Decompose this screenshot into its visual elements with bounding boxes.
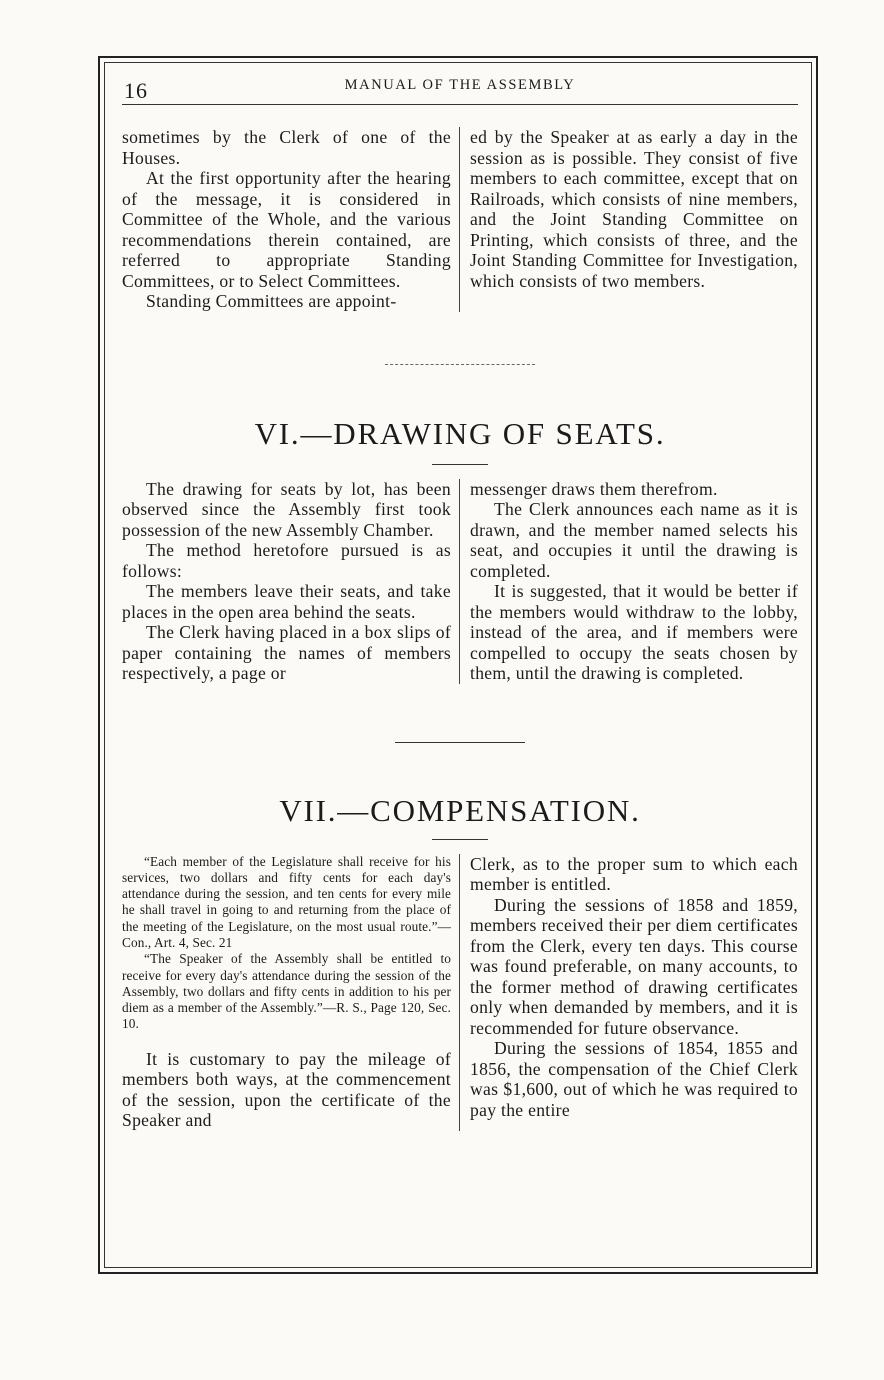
section-title-drawing-of-seats: VI.—DRAWING OF SEATS. (254, 415, 666, 451)
statute-quote: “The Speaker of the Assembly shall be entitled to receive for every day's attendance during the session of the Assembly, two dollars and fifty cents in addition to his per diem as a member of the Assembly.”—R. S., Page 120, Sec. 10. (122, 951, 451, 1032)
paragraph: The members leave their seats, and take places in the open area behind the seats. (122, 581, 451, 622)
column-right (460, 854, 798, 1131)
compensation-text (122, 854, 798, 1131)
paragraph: It is customary to pay the mileage of members both ways, at the commencement of the session, upon the certificate of the Speaker and (122, 1048, 451, 1131)
continued-text-block (122, 127, 798, 312)
paragraph: Clerk, as to the proper sum to which each member is entitled. (470, 853, 798, 894)
running-header (122, 66, 798, 105)
paragraph: Standing Committees are appoint- (146, 291, 397, 311)
paragraph: The method heretofore pursued is as follows: (122, 540, 451, 581)
statute-quote: “Each member of the Legislature shall receive for his services, two dollars and fifty cents for each day's attendance during the session, and ten cents for every mile he shall travel in going to and returning from the place of the meeting of the Legislature, on the most usual route.”—Con., Art. 4, Sec. 21 (122, 853, 451, 950)
paragraph: It is suggested, that it would be better if the members would withdraw to the lobby, instead of the area, and if members were compelled to occupy the seats chosen by them, until the drawing is completed. (470, 581, 798, 683)
column-left (122, 854, 460, 1131)
column-left (122, 127, 460, 312)
title-underline (432, 839, 488, 840)
paragraph: During the sessions of 1858 and 1859, members received their per diem certificates from the Clerk, every ten days. This course was found preferable, on many accounts, to the former method of drawing certificates only when demanded by members, and it is recommended for future observance. (470, 894, 798, 1038)
drawing-of-seats-text (122, 479, 798, 684)
paragraph: The Clerk announces each name as it is drawn, and the member named selects his seat, and occupies it until the drawing is completed. (470, 499, 798, 581)
title-underline (432, 464, 488, 465)
column-right (460, 127, 798, 312)
paragraph: ed by the Speaker at as early a day in the session as is possible. They consist of five members to each committee, except that on Railroads, which consists of nine members, and the Joint Standing Committee on Printing, which consists of three, and the Joint Standing Committee for Investigation, which consists of two members. (470, 127, 798, 291)
paragraph: messenger draws them therefrom. (470, 478, 718, 499)
paragraph: At the first opportunity after the hearing of the message, it is considered in Committee of the Whole, and the various recommendations therein contained, are referred to appropriate Standing Committees, or to Select Committees. (122, 168, 451, 291)
section-divider (385, 364, 535, 366)
paragraph: During the sessions of 1854, 1855 and 1856, the compensation of the Chief Clerk was $1,600, out of which he was required to pay the entire (470, 1038, 798, 1120)
column-left (122, 479, 460, 684)
section-title-compensation: VII.—COMPENSATION. (279, 792, 641, 828)
paragraph: sometimes by the Clerk of one of the Houses. (122, 127, 451, 168)
running-title: MANUAL OF THE ASSEMBLY (344, 77, 576, 93)
paragraph: The Clerk having placed in a box slips of paper containing the names of members respectively, a page or (122, 622, 451, 683)
paragraph: The drawing for seats by lot, has been observed since the Assembly first took possession of the new Assembly Chamber. (122, 478, 451, 540)
page (122, 66, 798, 1256)
section-divider (395, 742, 525, 743)
page-number: 16 (124, 78, 148, 103)
column-right (460, 479, 798, 684)
